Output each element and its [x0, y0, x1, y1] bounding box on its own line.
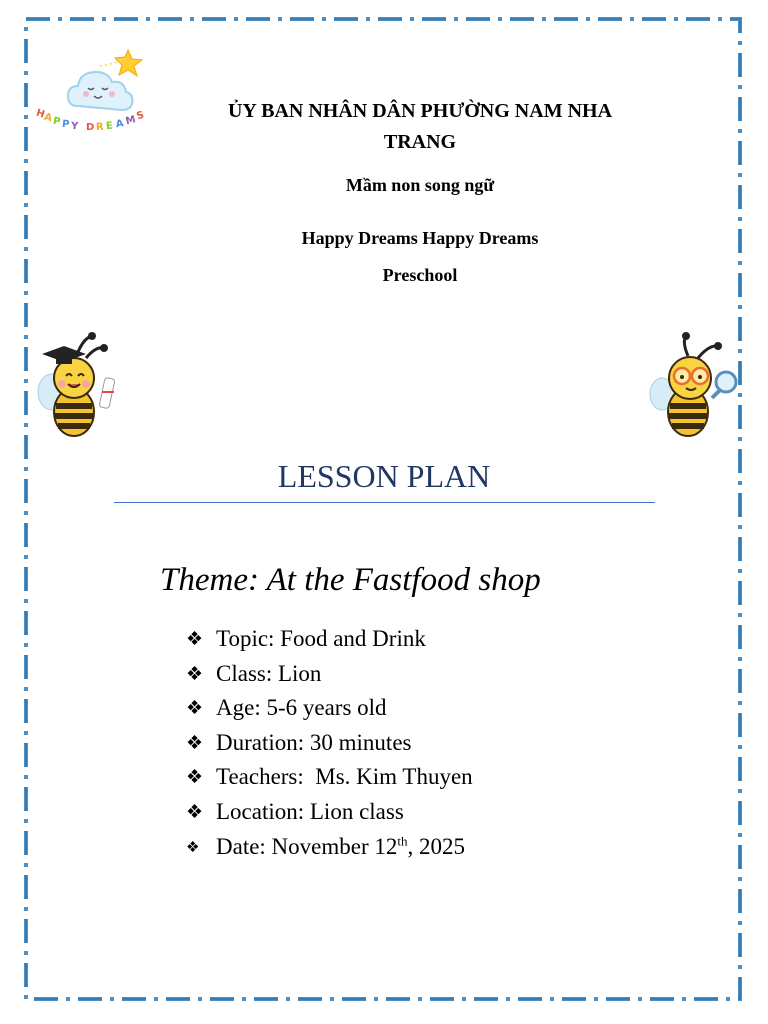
topic-text: Topic: Food and Drink [216, 626, 426, 651]
school-name-vietnamese: Mầm non song ngữ [345, 175, 495, 195]
teachers-text: Teachers: Ms. Kim Thuyen [216, 764, 473, 790]
diamond-bullet-icon: ❖ [186, 839, 200, 856]
svg-text:M: M [124, 114, 137, 128]
diamond-bullet-icon: ❖ [186, 629, 204, 650]
svg-text:R: R [95, 121, 104, 134]
lesson-plan-title: LESSON PLAN [277, 458, 491, 494]
svg-text:Y: Y [70, 120, 79, 133]
list-item-location [186, 797, 473, 832]
svg-text:E: E [105, 120, 114, 133]
organization-name: ỦY BAN NHÂN DÂN PHƯỜNG NAM NHA TRANG [227, 100, 613, 153]
cloud-star-icon [30, 44, 178, 144]
svg-text:H: H [34, 107, 46, 121]
svg-text:A: A [114, 118, 125, 131]
diamond-bullet-icon: ❖ [186, 698, 204, 720]
svg-text:A: A [42, 111, 54, 125]
svg-text:S: S [135, 109, 146, 123]
list-item-topic [186, 624, 473, 659]
magnifier-bee-icon [648, 332, 744, 442]
school-name-english-line2: Preschool [382, 265, 458, 285]
diamond-bullet-icon: ❖ [186, 732, 204, 754]
date-ordinal-suffix: th [397, 832, 408, 848]
list-item-class [186, 659, 473, 694]
list-item-duration [186, 728, 473, 763]
title-underline [114, 502, 655, 503]
happy-dreams-logo [30, 44, 178, 144]
duration-text: Duration: 30 minutes [216, 729, 412, 755]
svg-text:D: D [86, 122, 95, 133]
svg-text:P: P [61, 118, 70, 131]
school-name-english-line1: Happy Dreams Happy Dreams [301, 228, 539, 248]
location-text: Location: Lion class [216, 798, 404, 824]
svg-text:P: P [52, 115, 62, 128]
diamond-bullet-icon: ❖ [186, 767, 204, 789]
class-text: Class: Lion [216, 660, 322, 686]
diamond-bullet-icon: ❖ [186, 663, 204, 685]
lesson-theme: Theme: At the Fastfood shop [160, 562, 541, 598]
age-text: Age: 5-6 years old [216, 695, 387, 721]
date-year: , 2025 [407, 833, 466, 859]
list-item-teachers [186, 762, 473, 797]
list-item-age [186, 693, 473, 728]
lesson-details-list [186, 624, 473, 866]
list-item-date [186, 832, 473, 867]
graduate-bee-icon [34, 332, 126, 442]
diamond-bullet-icon: ❖ [186, 801, 204, 823]
date-text: Date: November 12 [216, 833, 398, 859]
